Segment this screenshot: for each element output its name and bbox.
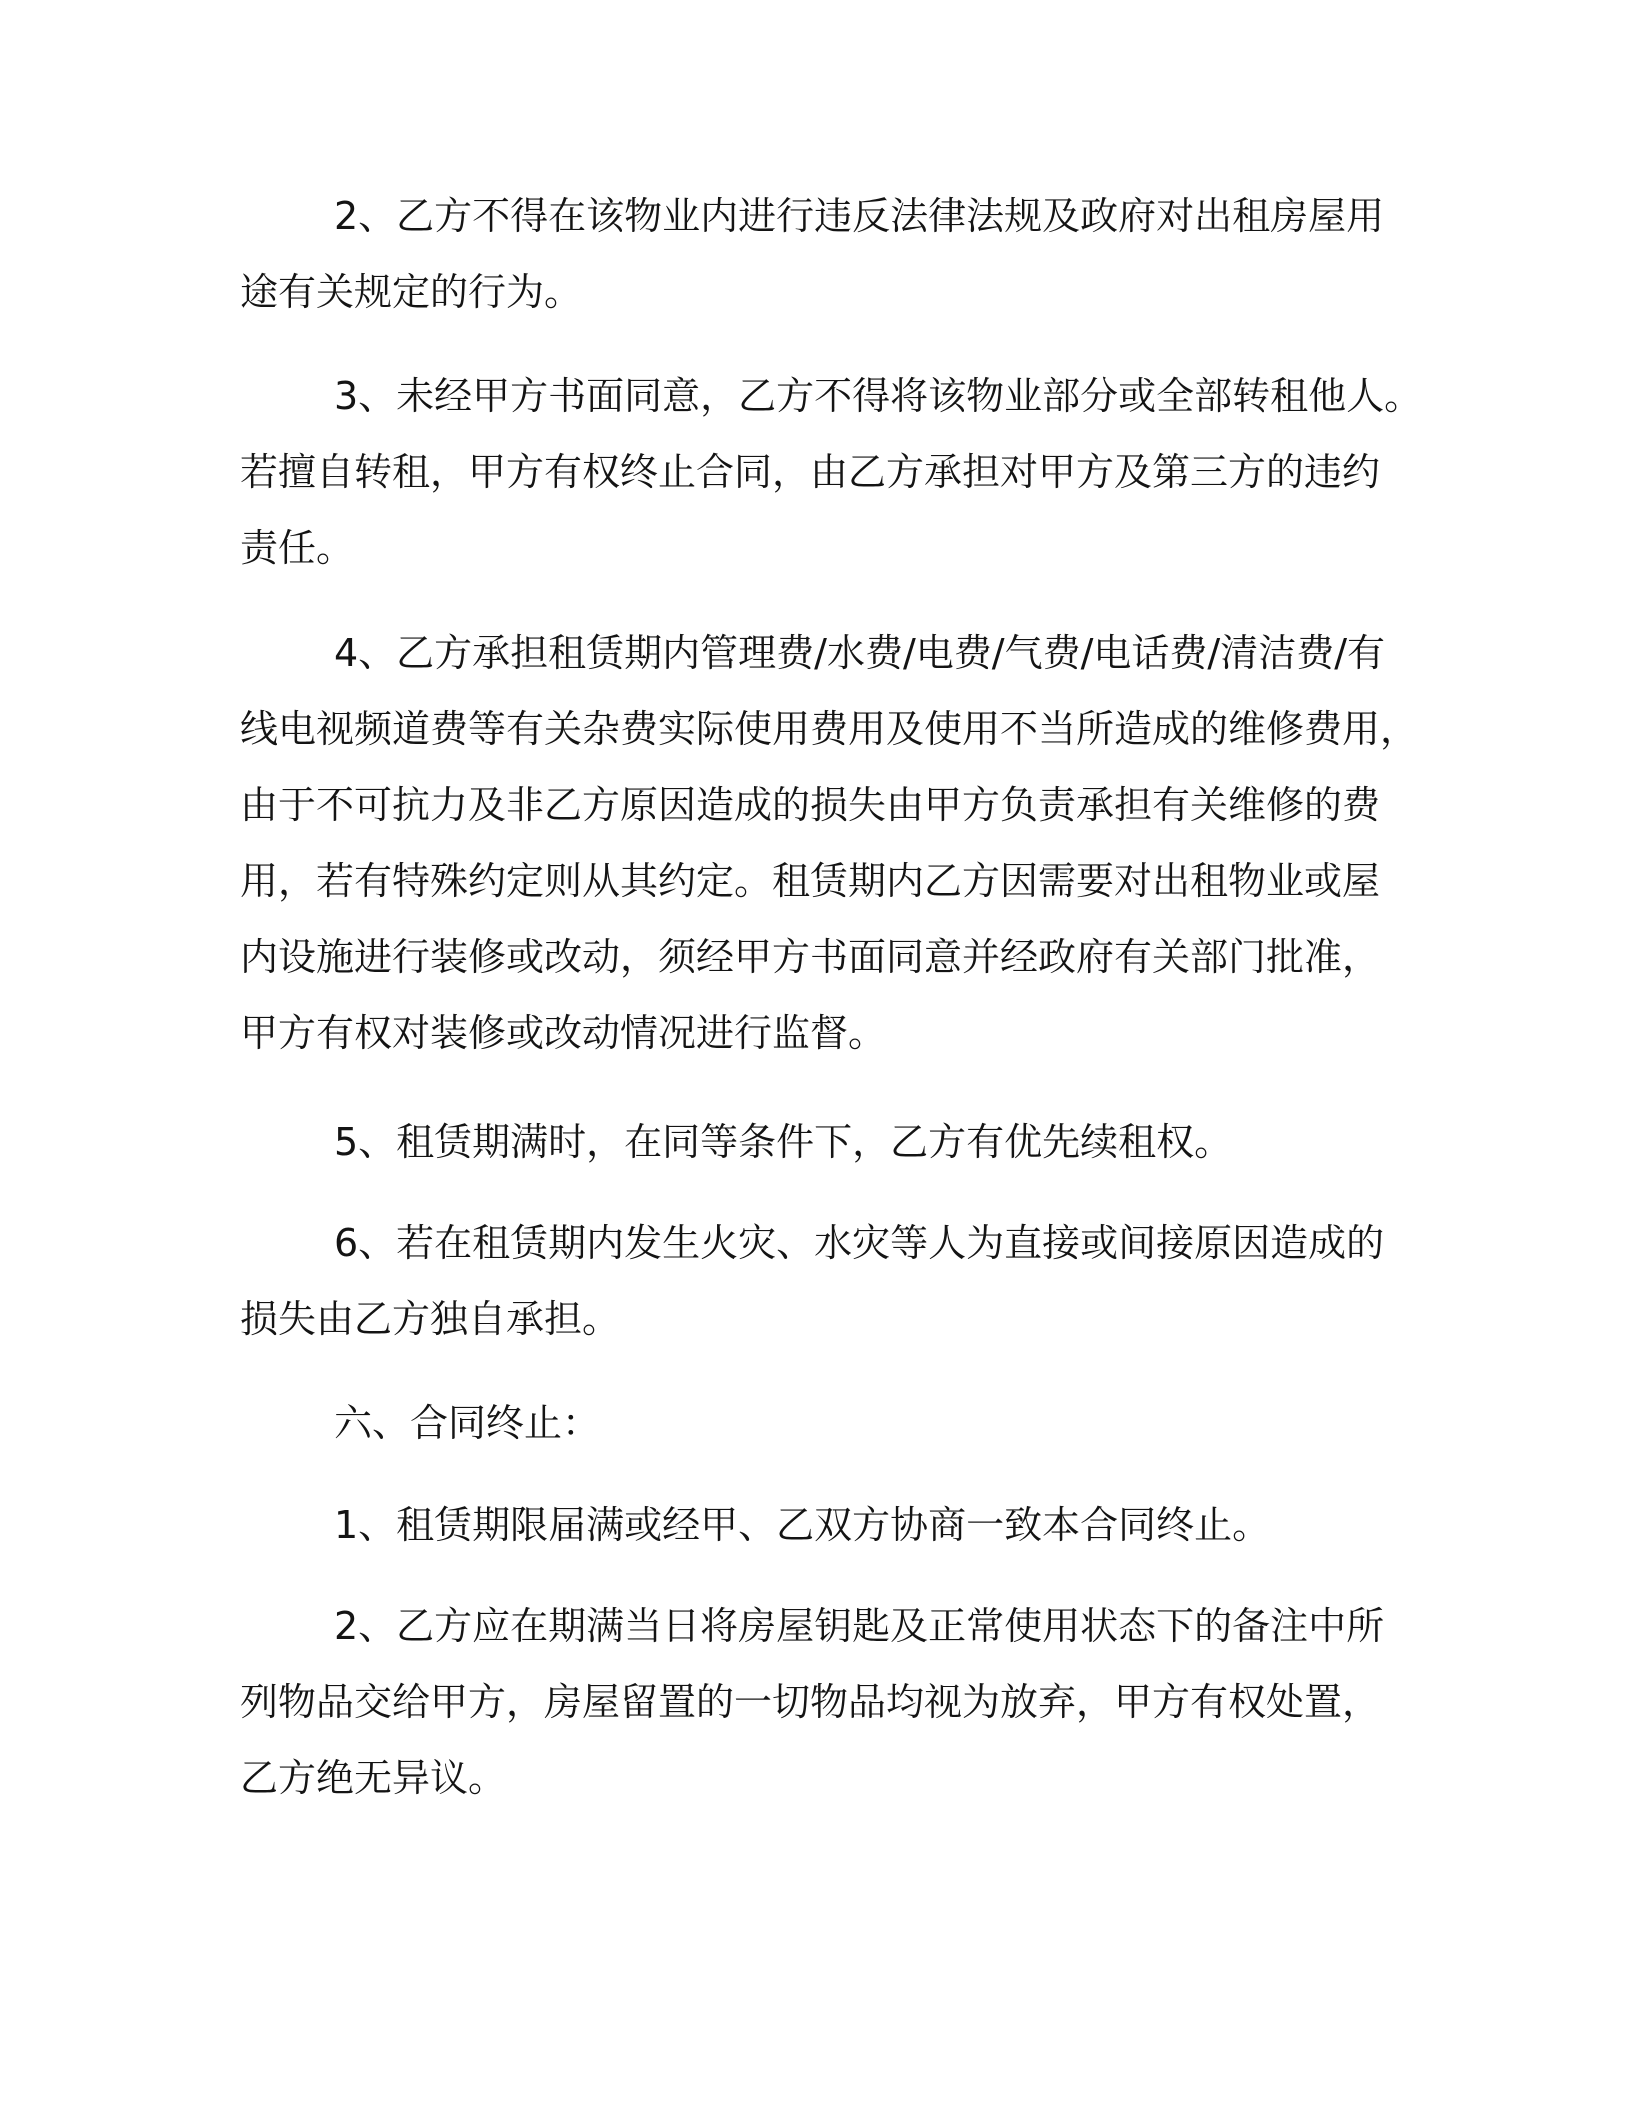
text-line: 2、乙方不得在该物业内进行违反法律法规及政府对出租房屋用 <box>334 194 1385 238</box>
text-line: 若擅自转租，甲方有权终止合同，由乙方承担对甲方及第三方的违约 <box>240 450 1381 494</box>
text-line: 3、未经甲方书面同意，乙方不得将该物业部分或全部转租他人。 <box>334 374 1423 418</box>
text-line: 内设施进行装修或改动，须经甲方书面同意并经政府有关部门批准， <box>240 935 1381 979</box>
text-line: 损失由乙方独自承担。 <box>240 1297 621 1341</box>
text-line: 6、若在租赁期内发生火灾、水灾等人为直接或间接原因造成的 <box>334 1221 1385 1265</box>
text-line: 用，若有特殊约定则从其约定。租赁期内乙方因需要对出租物业或屋 <box>240 859 1381 903</box>
text-line: 甲方有权对装修或改动情况进行监督。 <box>240 1011 887 1055</box>
section-heading <box>240 1385 1390 1461</box>
text-line: 列物品交给甲方，房屋留置的一切物品均视为放弃，甲方有权处置， <box>240 1680 1381 1724</box>
text-line: 2、乙方应在期满当日将房屋钥匙及正常使用状态下的备注中所 <box>334 1604 1385 1648</box>
termination-clause-2-paragraph <box>240 1588 1390 1816</box>
text-line: 责任。 <box>240 526 355 570</box>
section-title: 六、合同终止： <box>334 1401 601 1445</box>
text-line: 乙方绝无异议。 <box>240 1756 507 1800</box>
clause-6-paragraph <box>240 1205 1390 1357</box>
text-line: 线电视频道费等有关杂费实际使用费用及使用不当所造成的维修费用， <box>240 707 1419 751</box>
text-line: 5、租赁期满时，在同等条件下，乙方有优先续租权。 <box>334 1120 1233 1164</box>
clause-2-paragraph <box>240 178 1390 330</box>
clause-4-paragraph <box>240 615 1419 1071</box>
clause-5-paragraph <box>240 1104 1390 1180</box>
clause-3-paragraph <box>240 358 1423 586</box>
text-line: 途有关规定的行为。 <box>240 270 583 314</box>
text-line: 1、租赁期限届满或经甲、乙双方协商一致本合同终止。 <box>334 1503 1271 1547</box>
termination-clause-1-paragraph <box>240 1487 1390 1563</box>
text-line: 4、乙方承担租赁期内管理费/水费/电费/气费/电话费/清洁费/有 <box>334 631 1385 675</box>
text-line: 由于不可抗力及非乙方原因造成的损失由甲方负责承担有关维修的费 <box>240 783 1381 827</box>
